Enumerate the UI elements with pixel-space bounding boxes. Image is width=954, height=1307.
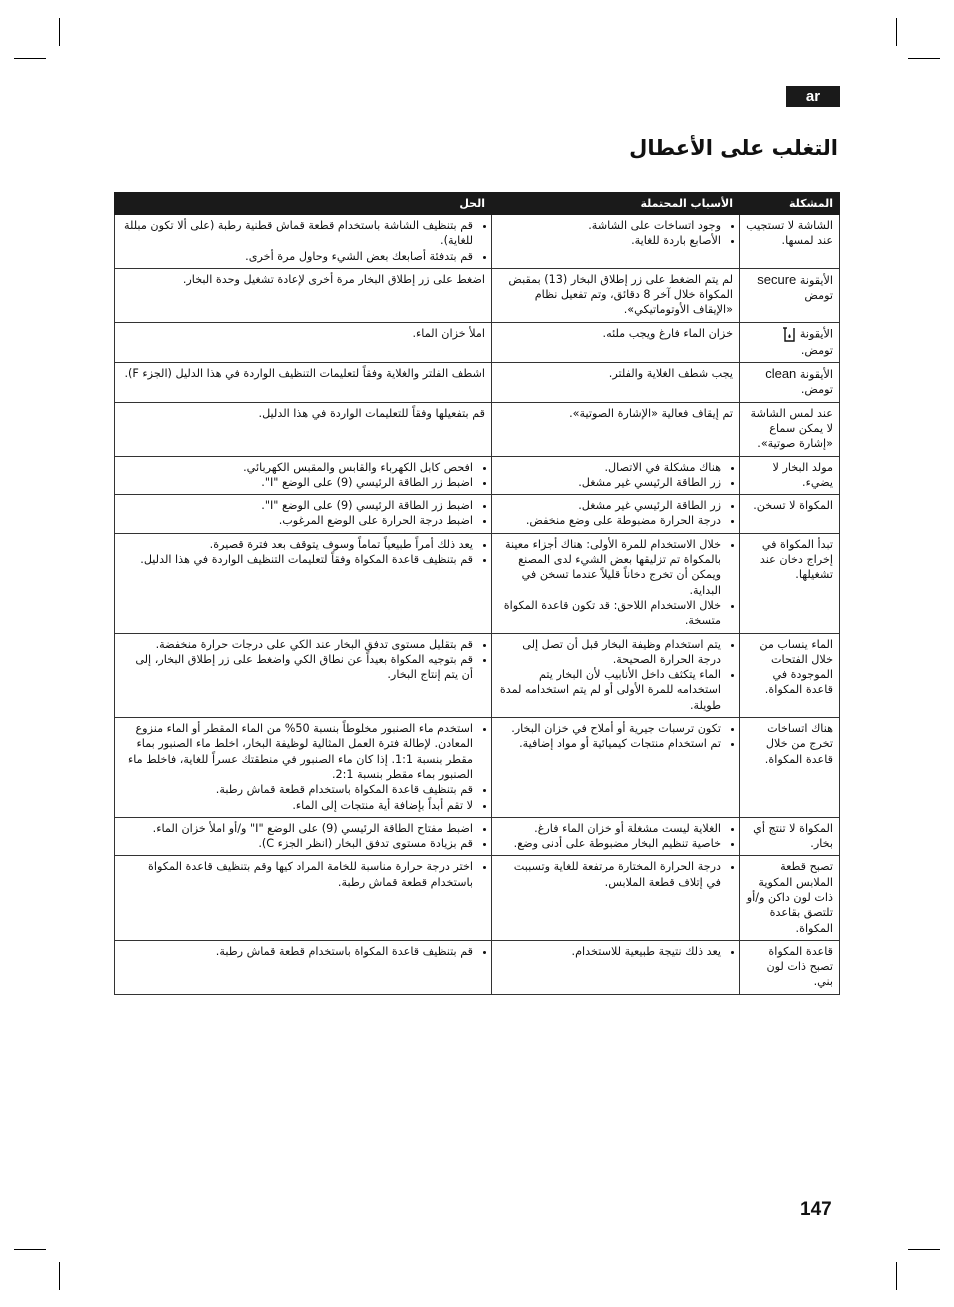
solution-cell: املأ خزان الماء. [115, 322, 492, 362]
table-row [115, 718, 840, 818]
cause-item: • خاصية تنظيم البخار مضبوطة على أدنى وضع. [498, 836, 721, 851]
solution-list [121, 859, 485, 890]
cause-item: • خلال الاستخدام اللاحق: قد تكون قاعدة المكواة متسخة. [498, 598, 721, 629]
solution-cell: اضغط على زر إطلاق البخار مرة أخرى لإعادة تشغيل وحدة البخار. [115, 268, 492, 322]
solution-item: • قم بتقليل مستوى تدفق البخار عند الكي على درجات حرارة منخفضة. [121, 637, 473, 652]
problem-cell: مولد البخار لا يضيء. [740, 456, 840, 495]
solution-list [121, 821, 485, 852]
table-row [115, 817, 840, 856]
problem-cell: المكواة لا تسخن. [740, 495, 840, 534]
solution-cell [115, 456, 492, 495]
crop-mark [59, 18, 60, 46]
cause-item: • يعد ذلك نتيجة طبيعية للاستخدام. [498, 944, 721, 959]
cause-list [498, 821, 733, 852]
cause-item: • هناك مشكلة في الاتصال. [498, 460, 721, 475]
problem-cell: عند لمس الشاشة لا يمكن سماع «إشارة صوتية». [740, 402, 840, 456]
solution-list [121, 637, 485, 683]
solution-cell [115, 633, 492, 717]
cause-cell: تم إيقاف فعالية «الإشارة الصوتية». [492, 402, 740, 456]
cause-cell [492, 940, 740, 994]
crop-mark [14, 1249, 46, 1250]
problem-cell: الأيقونة تومض. [740, 322, 840, 362]
crop-mark [908, 1249, 940, 1250]
table-row [115, 402, 840, 456]
solution-item: • اضبط درجة الحرارة على الوضع المرغوب. [121, 513, 473, 528]
solution-cell [115, 817, 492, 856]
cause-cell: لم يتم الضغط على زر إطلاق البخار (13) بمقبض المكواة خلال آخر 8 دقائق، وتم تفعيل نظام «الإيقاف الأوتوماتيكي». [492, 268, 740, 322]
table-row [115, 456, 840, 495]
table-row [115, 268, 840, 322]
crop-mark [14, 58, 46, 59]
cause-item: • الأصابع باردة للغاية. [498, 233, 721, 248]
table-row [115, 940, 840, 994]
solution-cell [115, 495, 492, 534]
solution-item: • قم بتنظيف الشاشة باستخدام قطعة قماش قطنية رطبة (على ألا تكون مبللة للغاية). [121, 218, 473, 249]
table-row [115, 363, 840, 403]
language-badge: ar [786, 86, 840, 107]
cause-item: • خلال الاستخدام للمرة الأولى: هناك أجزاء معينة بالمكواة تم تزليقها بعض الشيء لدى المصنع ويمكن أن تخرج دخاناً قليلاً عندما تسخن في البداية. [498, 537, 721, 598]
header-solution: الحل [115, 193, 492, 215]
cause-cell [492, 856, 740, 940]
cause-list [498, 537, 733, 629]
cause-cell [492, 633, 740, 717]
problem-cell: تصبح قطعة الملابس المكوية ذات لون داكن و/أو تلتصق بقاعدة المكواة. [740, 856, 840, 940]
problem-cell: الأيقونة secure تومض [740, 268, 840, 322]
problem-cell: هناك اتساخات تخرج من خلال قاعدة المكواة. [740, 718, 840, 818]
page-title: التغلب على الأعطال [629, 136, 838, 160]
solution-item: • اضبط مفتاح الطاقة الرئيسي (9) على الوضع "I" و/أو املأ خزان الماء. [121, 821, 473, 836]
solution-item: • استخدم ماء الصنبور مخلوطاً بنسبة 50% من الماء المقطر أو الماء منزوع المعادن. لإطالة فترة العمل المثالية لوظيفة البخار، اخلط ماء الصنبور بماء مقطر بنسبة 1:1. إذا كان ماء الصنبور في منطقتك عسراً للغاية، فاخلط ماء الصنبور بماء مقطر بنسبة 2:1. [121, 721, 473, 782]
cause-list [498, 460, 733, 491]
header-problem: المشكلة [740, 193, 840, 215]
cause-cell [492, 718, 740, 818]
cause-item: • زر الطاقة الرئيسي غير مشغل. [498, 498, 721, 513]
solution-list [121, 537, 485, 568]
table-row [115, 856, 840, 940]
page-number: 147 [800, 1199, 832, 1220]
solution-cell [115, 940, 492, 994]
solution-cell: قم بتفعيلها وفقاً للتعليمات الواردة في هذا الدليل. [115, 402, 492, 456]
crop-mark [908, 58, 940, 59]
crop-mark [896, 18, 897, 46]
icon-label: secure [757, 271, 797, 287]
cause-item: • تم استخدام منتجات كيميائية أو مواد إضافية. [498, 736, 721, 751]
solution-item: • اضبط زر الطاقة الرئيسي (9) على الوضع "I". [121, 498, 473, 513]
cause-item: • زر الطاقة الرئيسي غير مشغل. [498, 475, 721, 490]
table-header-row [115, 193, 840, 215]
solution-item: • اختر درجة حرارة مناسبة للخامة المراد كيها وقم بتنظيف قاعدة المكواة باستخدام قطعة قماش رطبة. [121, 859, 473, 890]
crop-mark [59, 1262, 60, 1290]
troubleshooting-table [114, 192, 840, 995]
table-row [115, 633, 840, 717]
solution-item: • قم بزيادة مستوى تدفق البخار (انظر الجزء C). [121, 836, 473, 851]
problem-cell: الشاشة لا تستجيب عند لمسها. [740, 215, 840, 269]
cause-item: • وجود اتساخات على الشاشة. [498, 218, 721, 233]
solution-list [121, 218, 485, 264]
problem-cell: الماء ينساب من خلال الفتحات الموجودة في قاعدة المكواة. [740, 633, 840, 717]
cause-cell [492, 817, 740, 856]
solution-cell [115, 718, 492, 818]
crop-mark [896, 1262, 897, 1290]
cause-item: • تكون ترسبات جيرية أو أملاح في خزان البخار. [498, 721, 721, 736]
cause-list [498, 637, 733, 713]
solution-list [121, 460, 485, 491]
header-cause: الأسباب المحتملة [492, 193, 740, 215]
solution-item: • يعد ذلك أمراً طبيعياً تماماً وسوف يتوقف بعد فترة قصيرة. [121, 537, 473, 552]
cause-item: • الغلاية ليست مشغلة أو خزان الماء فارغ. [498, 821, 721, 836]
cause-cell [492, 533, 740, 633]
solution-item: • اضبط زر الطاقة الرئيسي (9) على الوضع "I". [121, 475, 473, 490]
cause-cell [492, 456, 740, 495]
solution-list [121, 944, 485, 959]
cause-cell [492, 495, 740, 534]
table-row [115, 533, 840, 633]
solution-list [121, 721, 485, 813]
solution-item: • قم بتدفئة أصابعك بعض الشيء وحاول مرة أخرى. [121, 249, 473, 264]
solution-cell [115, 856, 492, 940]
problem-cell: الأيقونة clean تومض. [740, 363, 840, 403]
solution-item: • قم بتوجيه المكواة بعيداً عن نطاق الكي واضغط على زر إطلاق البخار، إلى أن يتم إنتاج البخار. [121, 652, 473, 683]
cause-list [498, 721, 733, 752]
solution-list [121, 498, 485, 529]
table-row [115, 322, 840, 362]
problem-cell: قاعدة المكواة تصبح ذات لون بني. [740, 940, 840, 994]
cause-item: • الماء يتكثف داخل الأنابيب لأن البخار يتم استخدامه للمرة الأولى أو لم يتم استخدامه لمدة طويلة. [498, 667, 721, 713]
cause-cell: يجب شطف الغلاية والفلتر. [492, 363, 740, 403]
cause-cell: خزان الماء فارغ ويجب ملئه. [492, 322, 740, 362]
cause-list [498, 859, 733, 890]
problem-cell: المكواة لا تنتج أي بخار. [740, 817, 840, 856]
water-tank-icon [782, 326, 796, 343]
icon-label: clean [765, 366, 797, 382]
solution-cell [115, 533, 492, 633]
cause-list [498, 944, 733, 959]
cause-cell [492, 215, 740, 269]
solution-item: • قم بتنظيف قاعدة المكواة باستخدام قطعة قماش رطبة. [121, 944, 473, 959]
cause-item: • يتم استخدام وظيفة البخار قبل أن تصل إلى درجة الحرارة الصحيحة. [498, 637, 721, 668]
problem-cell: تبدأ المكواة في إخراج دخان عند تشغيلها. [740, 533, 840, 633]
cause-list [498, 498, 733, 529]
table-row [115, 215, 840, 269]
cause-list [498, 218, 733, 249]
solution-item: • افحص كابل الكهرباء والقابس والمقبس الكهربائي. [121, 460, 473, 475]
cause-item: • درجة الحرارة مضبوطة على وضع منخفض. [498, 513, 721, 528]
table-row [115, 495, 840, 534]
solution-item: • قم بتنظيف قاعدة المكواة باستخدام قطعة قماش رطبة. [121, 782, 473, 797]
solution-cell [115, 215, 492, 269]
solution-item: • لا تقم أبداً بإضافة أية منتجات إلى الماء. [121, 798, 473, 813]
solution-item: • قم بتنظيف قاعدة المكواة وفقاً لتعليمات التنظيف الواردة في هذا الدليل. [121, 552, 473, 567]
cause-item: • درجة الحرارة المختارة مرتفعة للغاية وتسببت في إتلاف قطعة الملابس. [498, 859, 721, 890]
solution-cell: اشطف الفلتر والغلاية وفقاً لتعليمات التنظيف الواردة في هذا الدليل (الجزء F). [115, 363, 492, 403]
